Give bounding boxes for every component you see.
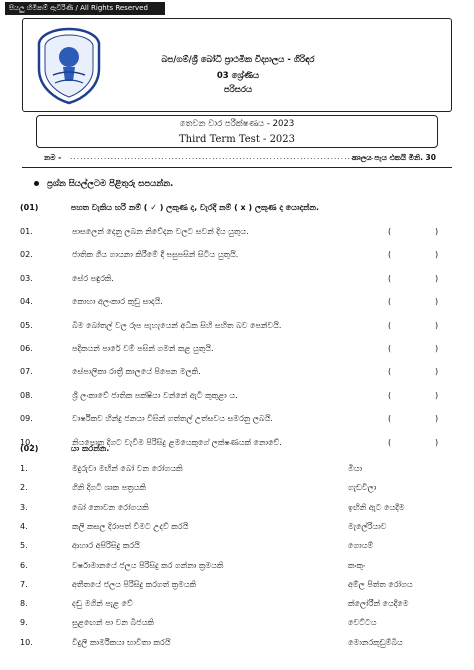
match-row bbox=[20, 483, 460, 497]
match-right-text: ක්ලෝරීන් යෙදීමෙ bbox=[348, 599, 409, 609]
match-left-text: කලි කසල දිරාපත් වීමට උදව් කරයි bbox=[72, 521, 189, 531]
match-right-text: වෙට්ටය bbox=[348, 618, 377, 628]
statement-text: පාසලෙන් දෙනු ලබන නිවේදන වලට සවන් දිය යුතුය. bbox=[72, 227, 249, 236]
item-number: 02. bbox=[20, 250, 33, 260]
match-right-text: ඉඟිනි ඇට යෙදීම bbox=[348, 502, 405, 512]
open-bracket: ( bbox=[388, 273, 392, 283]
statement-row bbox=[20, 227, 460, 241]
match-right-text: ගැඩවිලා bbox=[348, 483, 377, 493]
statement-text: පදිකයන් පාරේ වම් පසින් ගමන් කළ යුතුයි. bbox=[72, 344, 214, 353]
statement-row bbox=[20, 297, 460, 311]
match-left-text: ගිනි දිගටි ශාක පත්‍රයකි bbox=[72, 483, 146, 493]
close-bracket: ) bbox=[435, 367, 439, 377]
statement-row bbox=[20, 250, 460, 264]
statement-row bbox=[20, 344, 460, 358]
bullet-icon bbox=[34, 181, 39, 186]
close-bracket: ) bbox=[435, 390, 439, 400]
match-row bbox=[20, 599, 460, 613]
item-number: 6. bbox=[20, 560, 28, 570]
item-number: 07. bbox=[20, 367, 33, 377]
item-number: 8. bbox=[20, 599, 28, 609]
item-number: 1. bbox=[20, 464, 28, 473]
match-row bbox=[20, 638, 460, 652]
open-bracket: ( bbox=[388, 250, 392, 260]
match-left-text: දඬු මගින් පැළ වේ bbox=[72, 599, 133, 609]
match-row bbox=[20, 618, 460, 632]
school-name: බප/ගම්/ශ්‍රී බෝධි ප්‍රාථමික විද්‍යාලය - ගිරිඳර bbox=[161, 55, 315, 65]
match-row bbox=[20, 522, 460, 536]
match-right-text: අම්ල පිත්ත රෝගය bbox=[348, 579, 413, 589]
term-title-en: Third Term Test - 2023 bbox=[178, 134, 296, 145]
match-row bbox=[20, 503, 460, 517]
statement-row bbox=[20, 274, 460, 288]
match-right-text: මියා bbox=[348, 464, 363, 473]
statement-text: ජාතික ගීය ගායනා කිරීමේ දී පසුපසින් සිටිය යුතුයි. bbox=[72, 250, 239, 260]
close-bracket: ) bbox=[435, 414, 439, 424]
header-box bbox=[22, 18, 452, 112]
match-left-text: වර්ෂාමානයේ ජලය පිරිසිදු කර ගන්නා ක්‍රමයකි bbox=[72, 560, 224, 570]
item-number: 3. bbox=[20, 502, 28, 512]
open-bracket: ( bbox=[388, 344, 392, 353]
match-left-text: ආහාර අපිරිසිදු කරයි bbox=[72, 541, 140, 551]
general-instruction: ප්‍රශ්න සියල්ලටම පිළිතුරු සපයන්න. bbox=[34, 179, 173, 189]
name-line[interactable]: .......................................................................................... bbox=[70, 152, 375, 161]
match-row bbox=[20, 580, 460, 594]
close-bracket: ) bbox=[435, 227, 439, 236]
match-left-text: විදුලි කාර්මිකයා භාවිතා කරයි bbox=[72, 637, 171, 647]
match-left-text: බෝ නොවන රෝගයකි bbox=[72, 502, 149, 512]
tick-icon: ✓ bbox=[150, 203, 157, 212]
open-bracket: ( bbox=[388, 390, 392, 400]
name-label: නම - bbox=[44, 153, 62, 162]
question-number: (01) bbox=[20, 203, 39, 212]
match-row bbox=[20, 541, 460, 555]
divider bbox=[22, 167, 452, 168]
close-bracket: ) bbox=[435, 437, 439, 447]
item-number: 4. bbox=[20, 521, 28, 531]
name-row bbox=[34, 150, 440, 164]
statement-text: ශ්‍රී ලංකාවේ ජාතික පක්ෂියා වන්නේ ඇටි කුකුළා ය. bbox=[72, 390, 238, 400]
close-bracket: ) bbox=[435, 320, 439, 330]
match-left-text: මදුරුවා මඟින් බෝ වන රෝගයකි bbox=[72, 464, 183, 473]
statement-text: සේපාලිකා රාත්‍රී කාලයේ පිපෙන මලකි. bbox=[72, 367, 201, 377]
grade-label: 03 ශ්‍රේණිය bbox=[216, 71, 260, 81]
question-2-header: (02) යා කරන්න. bbox=[20, 444, 110, 453]
open-bracket: ( bbox=[388, 297, 392, 307]
statement-row bbox=[20, 414, 460, 428]
item-number: 09. bbox=[20, 414, 33, 424]
match-right-text: ගොයම් bbox=[348, 541, 374, 551]
open-bracket: ( bbox=[388, 227, 392, 236]
statement-text: වාර්ෂිකව හින්දු ජනයා විසින් ගත්තල් උත්සවය සමරනු ලබයි. bbox=[72, 414, 273, 424]
item-number: 10. bbox=[20, 437, 33, 447]
item-number: 5. bbox=[20, 541, 28, 551]
close-bracket: ) bbox=[435, 273, 439, 283]
match-row bbox=[20, 561, 460, 575]
time-label: කාලය පැය එකයි මිනි. 30 bbox=[351, 153, 436, 162]
item-number: 9. bbox=[20, 618, 28, 628]
question-1-header: (01) පහත වැකිය හරි නම් ( ✓ ) ලකුණ ද, වැරදි නම් ( x ) ලකුණ ද යොදන්න. bbox=[20, 203, 320, 212]
match-left-text: අතීතයේ ජලය පිරිසිදු කරගත් ක්‍රමයකි bbox=[72, 579, 197, 589]
term-box bbox=[36, 115, 438, 148]
statement-text: සේර පඳුරකි. bbox=[72, 273, 114, 283]
item-number: 01. bbox=[20, 227, 33, 236]
statement-row bbox=[20, 321, 460, 335]
statement-row bbox=[20, 391, 460, 405]
item-number: 05. bbox=[20, 320, 33, 330]
close-bracket: ) bbox=[435, 250, 439, 260]
open-bracket: ( bbox=[388, 437, 392, 447]
item-number: 10. bbox=[20, 637, 33, 647]
close-bracket: ) bbox=[435, 344, 439, 353]
rights-banner: සියලු හිමිකම් ඇවිරිණි / All Rights Reserved bbox=[5, 2, 165, 15]
open-bracket: ( bbox=[388, 414, 392, 424]
subject-label: පරිසරය bbox=[223, 85, 253, 95]
match-right-text: මැලේරියාව bbox=[348, 521, 387, 531]
question-number: (02) bbox=[20, 444, 39, 453]
item-number: 7. bbox=[20, 579, 28, 589]
item-number: 04. bbox=[20, 297, 33, 307]
open-bracket: ( bbox=[388, 320, 392, 330]
match-left-text: සුළඟෙන් පා වන බීජයකි bbox=[72, 618, 154, 628]
close-bracket: ) bbox=[435, 297, 439, 307]
term-title-si: තෙවන වාර පරීක්ෂණය - 2023 bbox=[179, 119, 295, 129]
statement-row bbox=[20, 367, 460, 381]
item-number: 06. bbox=[20, 344, 33, 353]
cross-icon: x bbox=[240, 203, 246, 212]
match-right-text: මොනරකුඩුම්බිය bbox=[348, 637, 403, 647]
match-right-text: කංකුං bbox=[348, 560, 366, 570]
item-number: 2. bbox=[20, 483, 28, 493]
match-row bbox=[20, 464, 460, 478]
open-bracket: ( bbox=[388, 367, 392, 377]
item-number: 08. bbox=[20, 390, 33, 400]
item-number: 03. bbox=[20, 273, 33, 283]
statement-text: බිම බෝතල් වල රූප පැහැයෙන් අධික සිහි සහිත බව පෙන්වයි. bbox=[72, 320, 282, 330]
statement-text: කොහා අලංකාර කුඩු සාදයි. bbox=[72, 297, 163, 307]
statement-text: නියපොතු දිගට වැවීම පිරිසිදු ළමයෙකුගේ ලක්ෂණයක් නොවේ. bbox=[72, 437, 282, 447]
